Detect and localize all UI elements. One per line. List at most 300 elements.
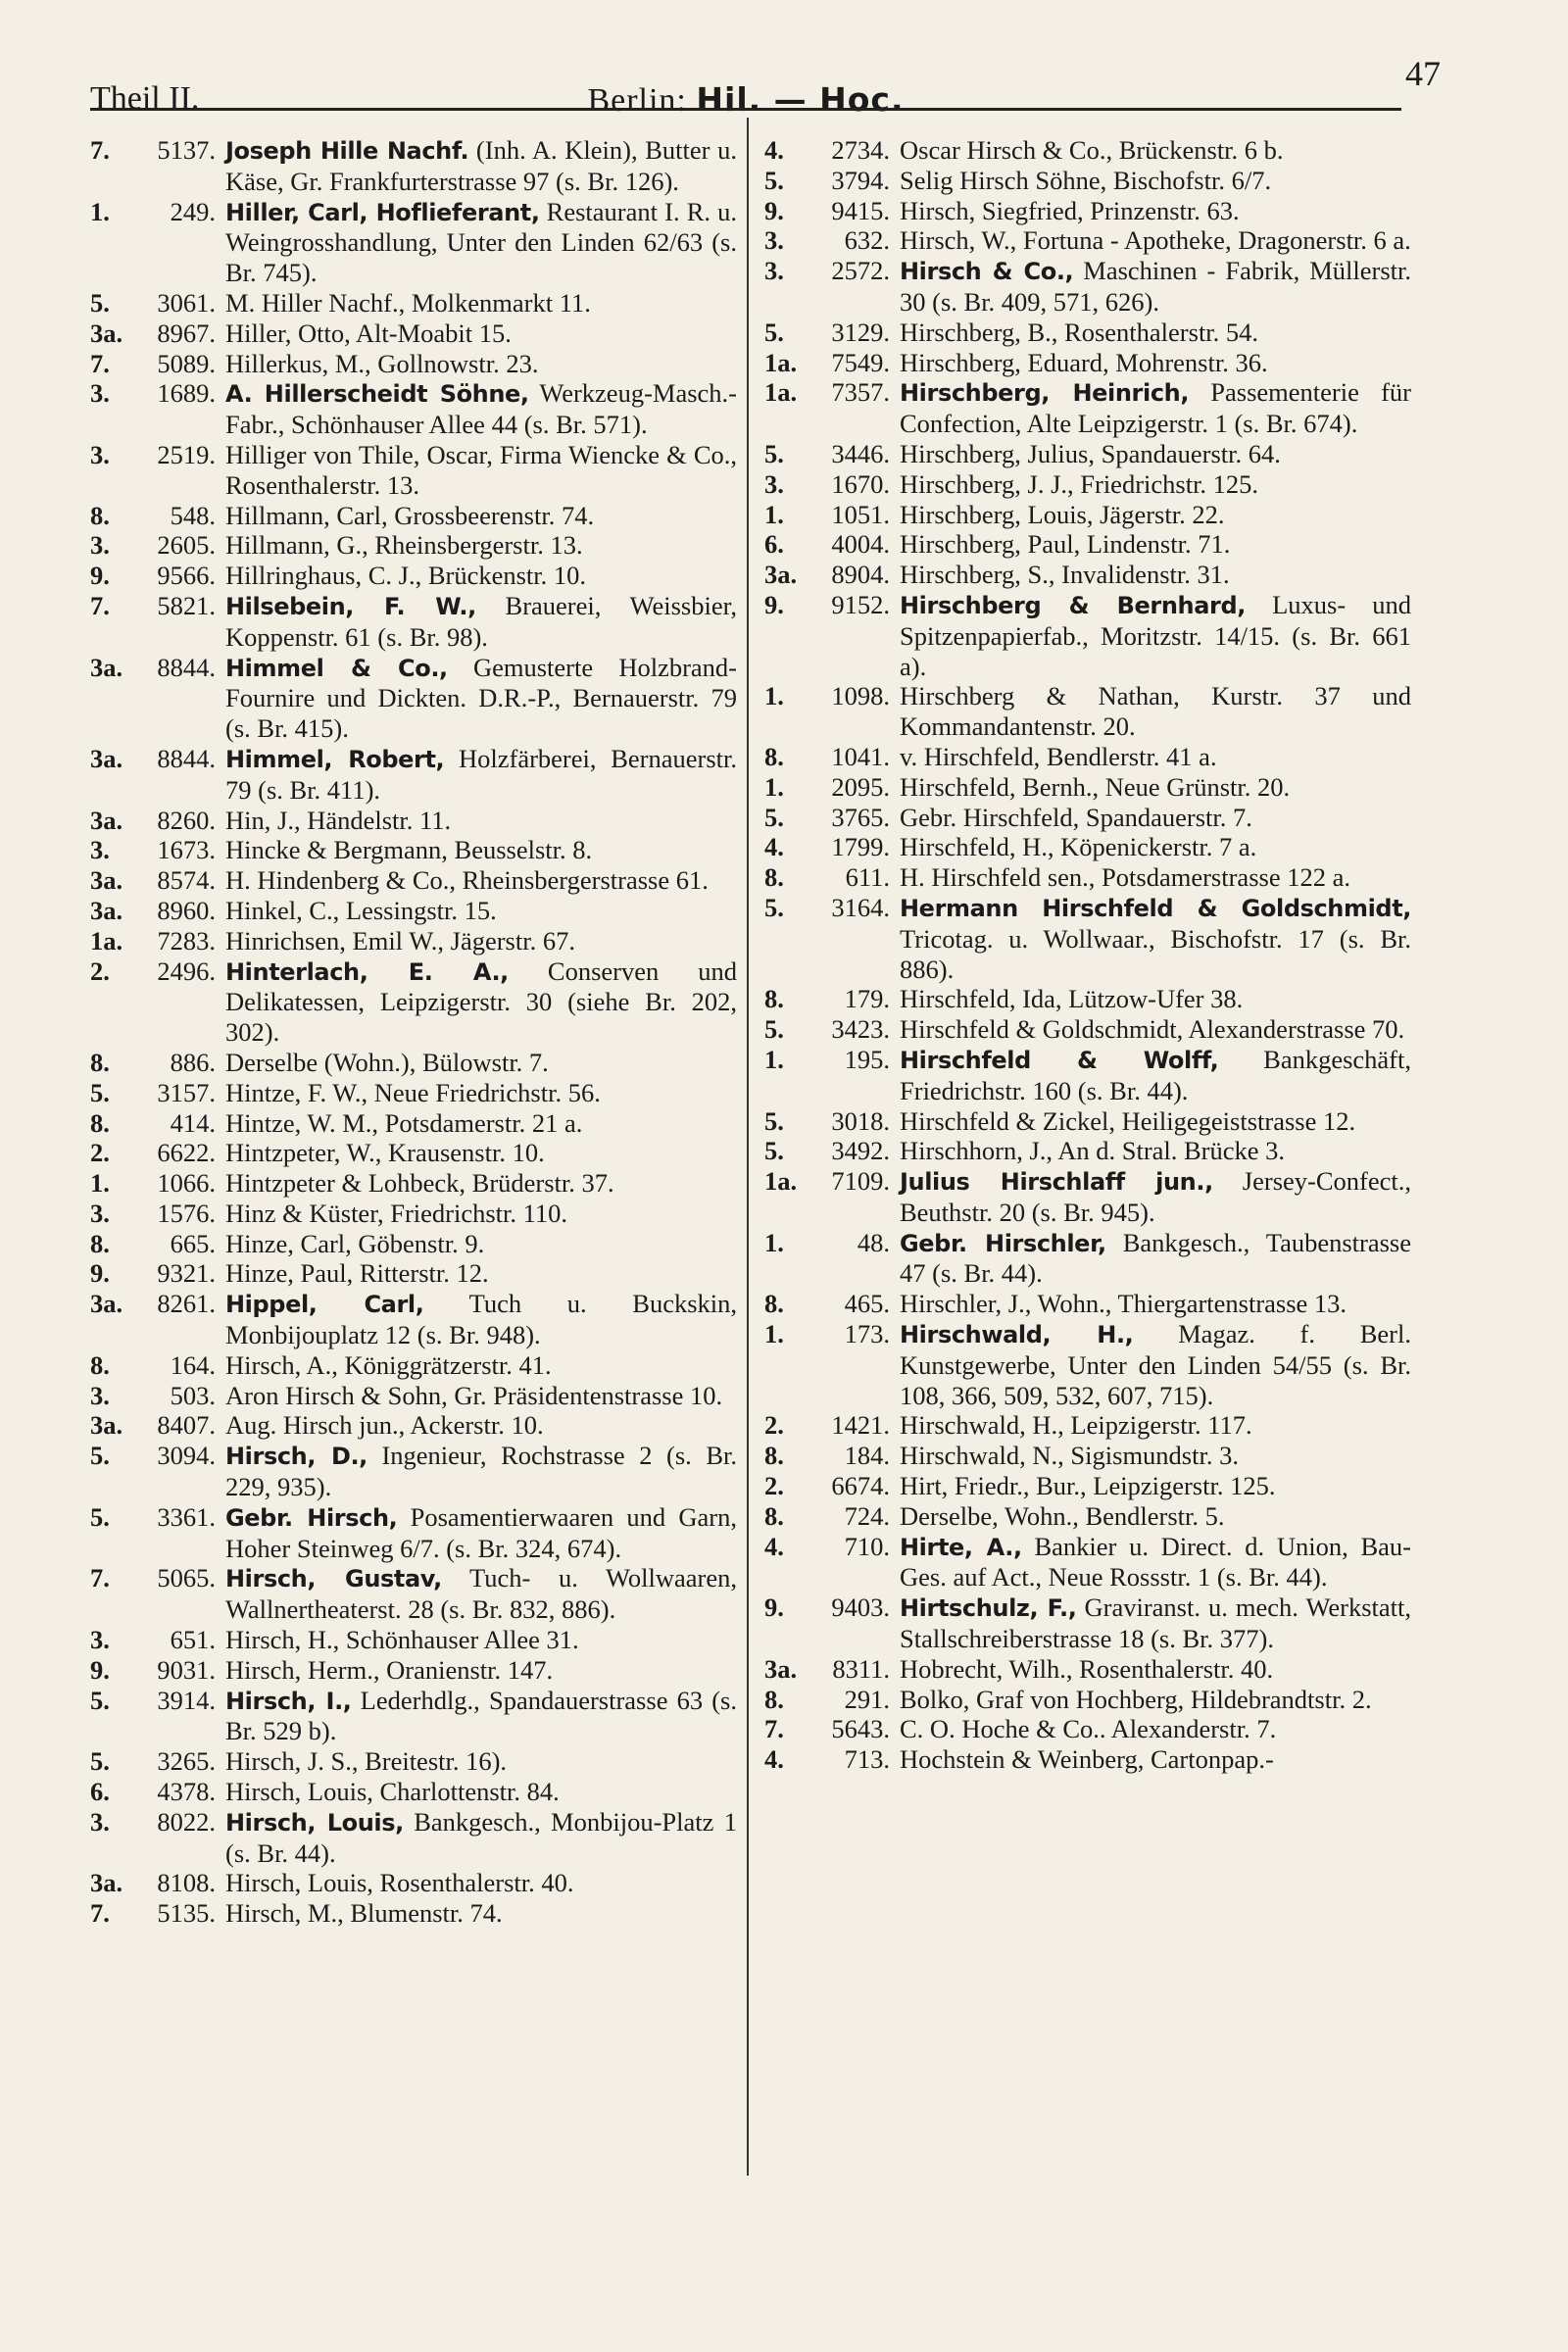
directory-entry (764, 439, 1411, 469)
phone-number (90, 501, 216, 531)
entry-text (225, 1868, 737, 1898)
directory-entry (90, 865, 737, 896)
phone-number (90, 1898, 216, 1929)
subscriber-details: M. Hiller Nachf., Molkenmarkt 11. (225, 287, 591, 318)
phone-number (764, 560, 890, 590)
directory-entry (764, 1501, 1411, 1532)
exchange-district: 3a. (90, 1868, 123, 1898)
entry-text (225, 1381, 737, 1411)
entry-text (900, 1744, 1411, 1775)
subscriber-details: Hirsch, Louis, Charlottenstr. 84. (225, 1777, 560, 1807)
directory-entry (764, 1228, 1411, 1290)
exchange-district: 5. (764, 165, 784, 195)
entry-text (225, 744, 737, 806)
phone-number (764, 439, 890, 469)
subscriber-details: Hirsch, J. S., Breitestr. 16). (225, 1746, 508, 1777)
exchange-district: 1. (764, 1319, 784, 1349)
line-number: 5135. (157, 1898, 216, 1929)
subscriber-details: Hillmann, Carl, Grossbeerenstr. 74. (225, 500, 595, 530)
subscriber-details: Derselbe (Wohn.), Bülowstr. 7. (225, 1047, 549, 1077)
entry-text (225, 1168, 737, 1199)
phone-number (764, 862, 890, 893)
directory-entry (90, 1410, 737, 1441)
directory-entry (90, 530, 737, 561)
line-number: 665. (170, 1228, 216, 1258)
phone-number (764, 166, 890, 196)
line-number: 3765. (831, 802, 890, 832)
phone-number (764, 469, 890, 500)
directory-entry (90, 835, 737, 865)
subscriber-details: Hirschberg, J. J., Friedrichstr. 125. (900, 468, 1259, 499)
column-divider (747, 118, 749, 2176)
exchange-district: 8. (764, 1289, 784, 1319)
directory-entry (90, 1625, 737, 1655)
directory-entry (764, 1136, 1411, 1166)
line-number: 3914. (157, 1685, 216, 1715)
exchange-district: 7. (764, 1714, 784, 1744)
exchange-district: 2. (764, 1471, 784, 1501)
phone-number (90, 1289, 216, 1319)
directory-entry (90, 1807, 737, 1869)
subscriber-details: Hirt, Friedr., Bur., Leipzigerstr. 125. (900, 1471, 1276, 1501)
line-number: 5089. (157, 348, 216, 378)
entry-text (900, 529, 1411, 560)
line-number: 249. (170, 196, 216, 226)
phone-number (90, 1138, 216, 1168)
phone-number (764, 348, 890, 378)
exchange-district: 1a. (764, 1166, 798, 1197)
exchange-district: 6. (764, 529, 784, 560)
directory-entry (764, 1410, 1411, 1441)
subscriber-name: Hirsch, Louis, (225, 1808, 404, 1837)
subscriber-name: Hirsch, Gustav, (225, 1565, 442, 1593)
subscriber-details: Hirschberg, Eduard, Mohrenstr. 36. (900, 347, 1268, 377)
phone-number (90, 1078, 216, 1108)
line-number: 651. (170, 1625, 216, 1655)
exchange-district: 9. (764, 1592, 784, 1623)
subscriber-details: H. Hirschfeld sen., Potsdamerstrasse 122 a. (900, 862, 1350, 893)
phone-number (764, 529, 890, 560)
line-number: 2095. (831, 771, 890, 802)
exchange-district: 3. (764, 256, 784, 286)
subscriber-details: Aug. Hirsch jun., Ackerstr. 10. (225, 1410, 544, 1441)
line-number: 414. (170, 1107, 216, 1138)
directory-entry (90, 1138, 737, 1168)
directory-entry (90, 806, 737, 836)
entry-text (900, 1501, 1411, 1532)
directory-entry (90, 956, 737, 1048)
phone-number (90, 1229, 216, 1259)
subscriber-details: Hirschwald, N., Sigismundstr. 3. (900, 1441, 1239, 1471)
entry-text (225, 956, 737, 1048)
entry-text (900, 196, 1411, 226)
directory-entry (90, 1199, 737, 1229)
phone-number (764, 1532, 890, 1562)
entry-text (225, 530, 737, 561)
directory-entry (764, 1441, 1411, 1471)
entry-text (900, 1714, 1411, 1744)
exchange-district: 5. (764, 1014, 784, 1045)
directory-entry (764, 1045, 1411, 1106)
directory-entry (90, 1229, 737, 1259)
exchange-district: 5. (90, 1441, 110, 1471)
entry-text (900, 1471, 1411, 1501)
exchange-district: 1. (90, 196, 110, 226)
right-column (764, 135, 1411, 1775)
subscriber-details: Hin, J., Händelstr. 11. (225, 805, 452, 835)
line-number: 548. (170, 500, 216, 530)
phone-number (90, 1868, 216, 1898)
line-number: 3492. (831, 1136, 890, 1166)
entry-text (900, 832, 1411, 862)
directory-entry (90, 318, 737, 349)
exchange-district: 5. (764, 892, 784, 922)
entry-text (225, 1686, 737, 1747)
exchange-district: 9. (90, 1258, 110, 1289)
subscriber-details: Hirschhorn, J., An d. Stral. Brücke 3. (900, 1136, 1286, 1166)
line-number: 3794. (831, 165, 890, 195)
line-number: 1421. (831, 1410, 890, 1441)
exchange-district: 3a. (90, 318, 123, 348)
phone-number (90, 835, 216, 865)
entry-text (900, 560, 1411, 590)
entry-text (225, 926, 737, 956)
subscriber-name: Gebr. Hirschler, (900, 1229, 1106, 1257)
entry-text (900, 1166, 1411, 1228)
subscriber-details: Tricotag. u. Wollwaar., Bischofstr. 17 (s. Br. 886). (900, 923, 1411, 984)
directory-entry (90, 1655, 737, 1686)
exchange-district: 8. (90, 1107, 110, 1138)
line-number: 611. (845, 862, 890, 893)
subscriber-name: Hirsch & Co., (900, 258, 1074, 286)
subscriber-details: C. O. Hoche & Co.. Alexanderstr. 7. (900, 1714, 1277, 1744)
phone-number (764, 318, 890, 348)
entry-text (225, 1048, 737, 1078)
directory-entry (90, 1502, 737, 1564)
line-number: 173. (844, 1319, 890, 1349)
subscriber-details: Bolko, Graf von Hochberg, Hildebrandtstr. 2. (900, 1684, 1372, 1714)
entry-text (900, 1532, 1411, 1593)
subscriber-name: Joseph Hille Nachf. (225, 137, 469, 165)
entry-text (900, 166, 1411, 196)
phone-number (90, 1777, 216, 1807)
subscriber-name: Julius Hirschlaff jun., (900, 1168, 1213, 1197)
exchange-district: 1. (764, 1227, 784, 1257)
subscriber-details: Graviranst. u. mech. Werkstatt, Stallschreiberstrasse 18 (s. Br. 377). (900, 1592, 1411, 1654)
exchange-district: 3. (90, 1198, 110, 1228)
subscriber-details: Restaurant I. R. u. Weingrosshandlung, Unter den Linden 62/63 (s. Br. 745). (225, 196, 737, 288)
directory-entry (764, 742, 1411, 772)
line-number: 9566. (157, 561, 216, 591)
line-number: 9152. (831, 589, 890, 619)
exchange-district: 3. (90, 1380, 110, 1410)
entry-text (900, 1136, 1411, 1166)
entry-text (225, 865, 737, 896)
entry-text (225, 378, 737, 440)
line-number: 8108. (157, 1868, 216, 1898)
subscriber-details: Jersey-Confect., Beuthstr. 20 (s. Br. 945). (900, 1166, 1411, 1227)
subscriber-details: Hillringhaus, C. J., Brückenstr. 10. (225, 561, 587, 591)
subscriber-details: Hintze, F. W., Neue Friedrichstr. 56. (225, 1077, 601, 1107)
directory-entry (90, 197, 737, 288)
exchange-district: 9. (764, 589, 784, 619)
subscriber-name: Hirschfeld & Wolff, (900, 1046, 1219, 1074)
subscriber-details: Hirschberg, Louis, Jägerstr. 22. (900, 499, 1225, 529)
line-number: 9321. (157, 1258, 216, 1289)
subscriber-name: Hilsebein, F. W., (225, 592, 476, 620)
entry-text (225, 1441, 737, 1502)
directory-entry (90, 1868, 737, 1898)
subscriber-details: Hirschberg, B., Rosenthalerstr. 54. (900, 317, 1259, 347)
phone-number (90, 1441, 216, 1471)
subscriber-name: Hirtschulz, F., (900, 1594, 1077, 1623)
subscriber-details: Hirschfeld & Zickel, Heiligegeiststrasse 12. (900, 1105, 1356, 1136)
line-number: 1576. (157, 1198, 216, 1228)
phone-number (764, 377, 890, 408)
phone-number (764, 1014, 890, 1045)
exchange-district: 2. (90, 956, 110, 986)
line-number: 1051. (831, 499, 890, 529)
subscriber-details: Hobrecht, Wilh., Rosenthalerstr. 40. (900, 1653, 1274, 1684)
subscriber-details: Luxus- und Spitzenpapierfab., Moritzstr. 14/15. (s. Br. 661 a). (900, 589, 1412, 681)
directory-entry (764, 1532, 1411, 1593)
line-number: 503. (170, 1380, 216, 1410)
line-number: 8260. (157, 805, 216, 835)
entry-text (225, 1563, 737, 1625)
line-number: 3164. (831, 892, 890, 922)
directory-entry (764, 1471, 1411, 1501)
line-number: 1098. (831, 681, 890, 711)
directory-entry (90, 349, 737, 379)
phone-number (764, 225, 890, 256)
directory-entry (764, 1014, 1411, 1045)
exchange-district: 7. (90, 1898, 110, 1929)
exchange-district: 2. (764, 1410, 784, 1441)
subscriber-details: Hirsch, A., Königgrätzerstr. 41. (225, 1349, 552, 1380)
phone-number (90, 288, 216, 318)
entry-text (225, 1898, 737, 1929)
subscriber-details: Hirschfeld, H., Köpenickerstr. 7 a. (900, 832, 1257, 862)
entry-text (225, 806, 737, 836)
subscriber-details: Hirschfeld, Bernh., Neue Grünstr. 20. (900, 771, 1291, 802)
exchange-district: 8. (764, 984, 784, 1014)
entry-text (225, 835, 737, 865)
phone-number (90, 1108, 216, 1139)
exchange-district: 1. (764, 1044, 784, 1074)
entry-text (225, 318, 737, 349)
phone-number (764, 1136, 890, 1166)
phone-number (90, 806, 216, 836)
directory-entry (764, 348, 1411, 378)
entry-text (900, 1319, 1411, 1410)
phone-number (764, 893, 890, 923)
directory-entry (764, 590, 1411, 681)
directory-entry (764, 500, 1411, 530)
subscriber-name: Hippel, Carl, (225, 1291, 424, 1319)
phone-number (90, 197, 216, 227)
directory-entry (764, 1685, 1411, 1715)
entry-text (225, 1746, 737, 1777)
subscriber-details: Hirschwald, H., Leipzigerstr. 117. (900, 1410, 1252, 1441)
exchange-district: 9. (764, 195, 784, 225)
phone-number (764, 1045, 890, 1075)
line-number: 8022. (157, 1806, 216, 1837)
entry-text (225, 197, 737, 288)
entry-text (225, 561, 737, 591)
line-number: 3446. (831, 438, 890, 468)
subscriber-details: Posamentierwaaren und Garn, Hoher Steinweg 6/7. (s. Br. 324, 674). (225, 1501, 737, 1563)
line-number: 3061. (157, 287, 216, 318)
subscriber-name: Hinterlach, E. A., (225, 957, 509, 986)
directory-entry (764, 1744, 1411, 1775)
subscriber-details: Magaz. f. Berl. Kunstgewerbe, Unter den Linden 54/55 (s. Br. 108, 366, 509, 532, 607, 715). (900, 1319, 1411, 1410)
line-number: 1799. (831, 832, 890, 862)
phone-number (764, 1501, 890, 1532)
directory-entry (764, 803, 1411, 833)
city-label: Berlin: (587, 82, 687, 119)
subscriber-details: Hillmann, G., Rheinsbergerstr. 13. (225, 530, 583, 561)
exchange-district: 5. (90, 287, 110, 318)
line-number: 3423. (831, 1014, 890, 1045)
running-title (90, 80, 1401, 120)
phone-number (764, 742, 890, 772)
subscriber-details: Brauerei, Weissbier, Koppenstr. 61 (s. Br. 98). (225, 590, 737, 652)
subscriber-details: Bankgesch., Monbijou-Platz 1 (s. Br. 44). (225, 1806, 737, 1868)
entry-text (225, 1807, 737, 1869)
line-number: 291. (844, 1684, 890, 1714)
subscriber-details: Hinkel, C., Lessingstr. 15. (225, 895, 497, 925)
directory-entry (90, 135, 737, 197)
phone-number (764, 1592, 890, 1623)
subscriber-details: Conserven und Delikatessen, Leipzigerstr. 30 (siehe Br. 202, 302). (225, 956, 737, 1048)
exchange-district: 3. (764, 225, 784, 256)
line-number: 9031. (157, 1654, 216, 1685)
line-number: 164. (170, 1349, 216, 1380)
subscriber-details: Gebr. Hirschfeld, Spandauerstr. 7. (900, 802, 1252, 832)
phone-number (90, 378, 216, 409)
phone-number (764, 1166, 890, 1197)
directory-entry (90, 1048, 737, 1078)
line-number: 1689. (157, 378, 216, 409)
directory-entry (764, 469, 1411, 500)
subscriber-name: Hirschberg & Bernhard, (900, 591, 1246, 619)
entry-text (225, 1502, 737, 1564)
directory-entry (90, 926, 737, 956)
subscriber-details: Hilliger von Thile, Oscar, Firma Wiencke & Co., Rosenthalerstr. 13. (225, 439, 737, 500)
phone-number (90, 591, 216, 621)
phone-number (90, 1563, 216, 1593)
subscriber-details: Hincke & Bergmann, Beusselstr. 8. (225, 835, 593, 865)
header-rule (90, 108, 1401, 111)
alphabet-range: Hil. — Hoc. (696, 80, 905, 119)
subscriber-details: Tuch- u. Wollwaaren, Wallnertheaterst. 28 (s. Br. 832, 886). (225, 1563, 738, 1625)
entry-text (225, 135, 737, 197)
exchange-district: 1a. (764, 377, 798, 408)
directory-entry (90, 1108, 737, 1139)
entry-text (900, 469, 1411, 500)
line-number: 4378. (157, 1777, 216, 1807)
line-number: 1673. (157, 835, 216, 865)
subscriber-details: Holzfärberei, Bernauerstr. 79 (s. Br. 411). (225, 743, 737, 805)
subscriber-name: Hiller, Carl, Hoflieferant, (225, 198, 540, 226)
line-number: 8407. (157, 1410, 216, 1441)
entry-text (225, 349, 737, 379)
entry-text (900, 1228, 1411, 1290)
subscriber-details: Werkzeug-Masch.-Fabr., Schönhauser Allee 44 (s. Br. 571). (225, 378, 737, 440)
phone-number (90, 1746, 216, 1777)
entry-text (900, 348, 1411, 378)
phone-number (764, 984, 890, 1014)
directory-entry (764, 135, 1411, 166)
phone-number (90, 653, 216, 683)
phone-number (90, 1807, 216, 1838)
exchange-district: 3a. (90, 652, 123, 682)
subscriber-name: Himmel, Robert, (225, 745, 445, 773)
phone-number (764, 1744, 890, 1775)
line-number: 4004. (831, 529, 890, 560)
subscriber-details: v. Hirschfeld, Bendlerstr. 41 a. (900, 741, 1217, 771)
line-number: 1670. (831, 468, 890, 499)
directory-entry (90, 1350, 737, 1381)
directory-entry (764, 1106, 1411, 1137)
entry-text (225, 896, 737, 926)
entry-text (225, 1655, 737, 1686)
subscriber-details: Hinz & Küster, Friedrichstr. 110. (225, 1198, 568, 1228)
exchange-district: 1. (764, 771, 784, 802)
subscriber-details: Ingenieur, Rochstrasse 2 (s. Br. 229, 935). (225, 1441, 737, 1502)
entry-text (900, 1685, 1411, 1715)
entry-text (225, 501, 737, 531)
exchange-district: 4. (764, 1744, 784, 1775)
subscriber-name: Hirschberg, Heinrich, (900, 379, 1190, 408)
line-number: 2496. (157, 956, 216, 986)
line-number: 632. (844, 225, 890, 256)
directory-entry (764, 529, 1411, 560)
exchange-district: 3. (90, 530, 110, 561)
directory-entry (764, 984, 1411, 1014)
entry-text (900, 135, 1411, 166)
exchange-district: 5. (764, 317, 784, 347)
exchange-district: 1. (764, 681, 784, 711)
phone-number (90, 744, 216, 774)
phone-number (764, 1685, 890, 1715)
exchange-district: 8. (764, 741, 784, 771)
exchange-district: 7. (90, 1563, 110, 1593)
exchange-district: 4. (764, 135, 784, 165)
exchange-district: 3a. (90, 743, 123, 773)
subscriber-details: Lederhdlg., Spandauerstrasse 63 (s. Br. 529 b). (225, 1685, 737, 1746)
exchange-district: 6. (90, 1777, 110, 1807)
entry-text (225, 1350, 737, 1381)
subscriber-details: Gemusterte Holzbrand-Fournire und Dickten. D.R.-P., Bernauerstr. 79 (s. Br. 415). (225, 652, 737, 744)
directory-entry (90, 378, 737, 440)
subscriber-details: Hintzpeter & Lohbeck, Brüderstr. 37. (225, 1168, 614, 1199)
subscriber-name: Hirsch, I., (225, 1687, 352, 1715)
phone-number (764, 1319, 890, 1349)
directory-entry (90, 1258, 737, 1289)
line-number: 7549. (831, 347, 890, 377)
subscriber-details: Bankier u. Direct. d. Union, Bau-Ges. auf Act., Neue Rossstr. 1 (s. Br. 44). (900, 1531, 1411, 1592)
subscriber-details: Hirschberg, Julius, Spandauerstr. 64. (900, 438, 1281, 468)
subscriber-name: Himmel & Co., (225, 654, 448, 682)
entry-text (225, 440, 737, 501)
phone-number (764, 1471, 890, 1501)
part-label: Theil II. (90, 80, 200, 117)
entry-text (225, 1138, 737, 1168)
phone-number (90, 135, 216, 166)
exchange-district: 1. (764, 499, 784, 529)
directory-entry (90, 653, 737, 744)
